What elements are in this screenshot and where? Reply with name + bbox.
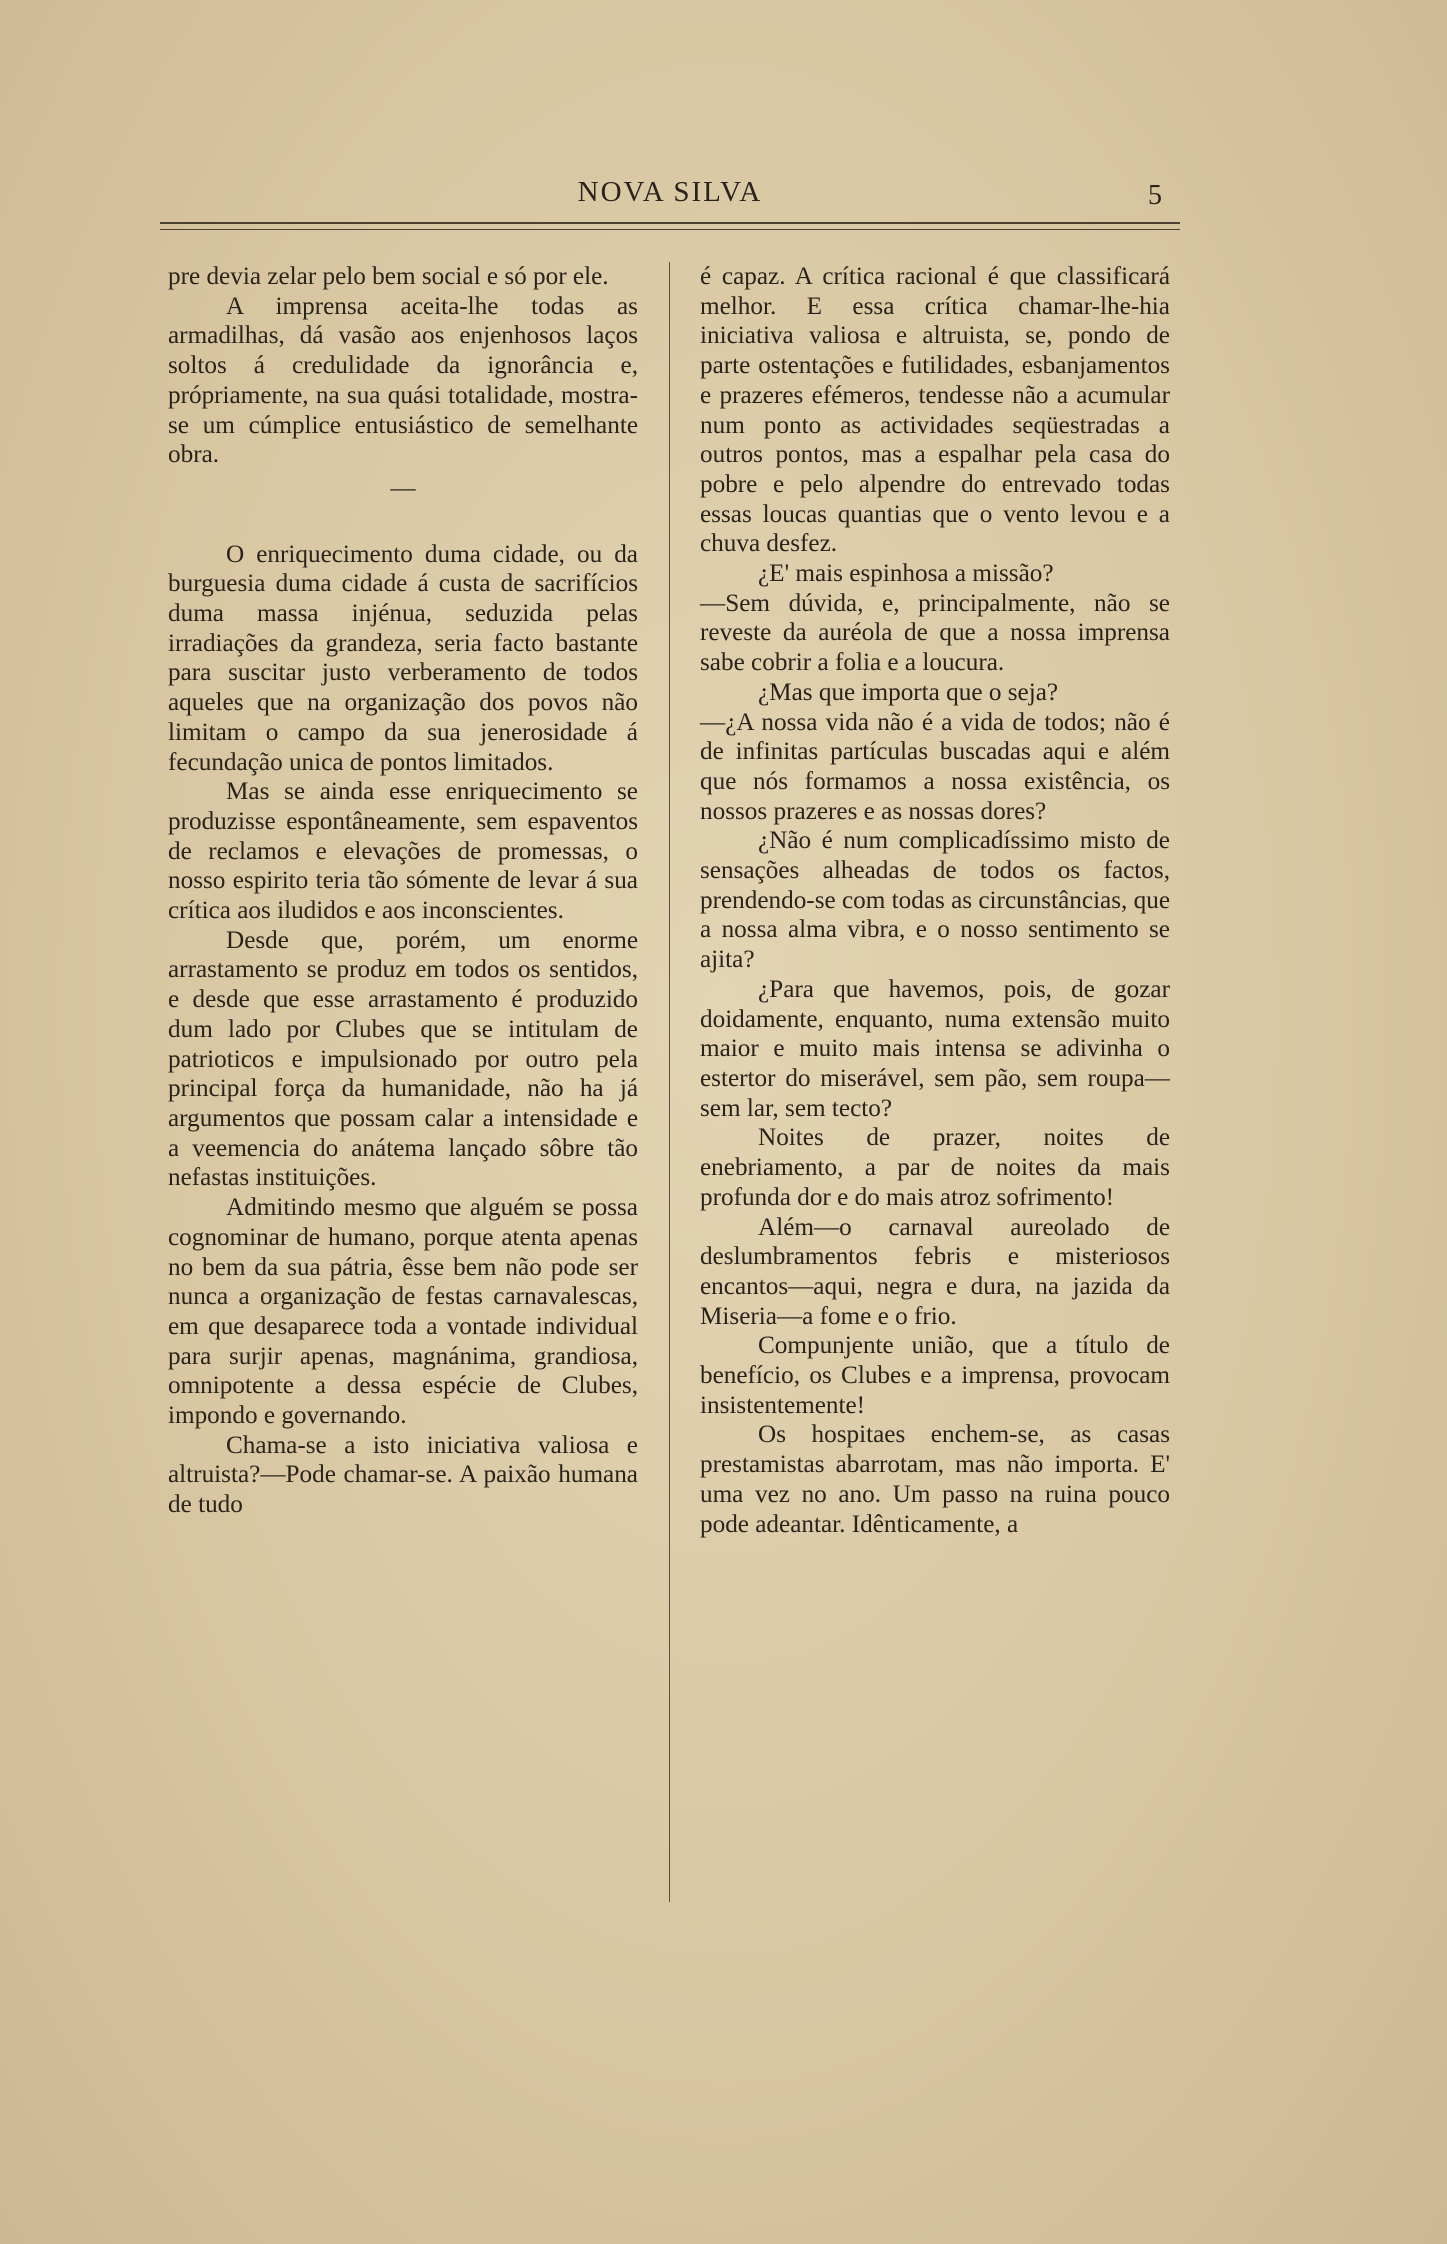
header-rule-thick (160, 222, 1180, 224)
paragraph: —¿A nossa vida não é a vida de todos; não é de infinitas partículas buscadas aqui e além que nós formamos a nossa existência, os nossos prazeres e as nossas dores? (700, 708, 1170, 825)
paragraph: ¿E' mais espinhosa a missão? (758, 560, 1054, 588)
paragraph: Desde que, porém, um enorme arrastamento se produz em todos os sentidos, e desde que esse arrastamento é produzido dum lado por Clubes que se intitulam de patrioticos e impulsionado por outro pela principal força da humanidade, não ha já argumentos que possam calar a intensidade e a veemencia do anátema lançado sôbre tão nefastas instituições. (168, 926, 638, 1192)
paragraph: Além—o carnaval aureolado de deslumbramentos febris e misteriosos encantos—aqui, negra e dura, na jazida da Miseria—a fome e o frio. (700, 1213, 1170, 1330)
left-column (168, 262, 638, 1520)
paragraph: ¿Mas que importa que o seja? (758, 678, 1059, 706)
header-rule-thin (160, 229, 1180, 230)
paragraph: pre devia zelar pelo bem social e só por ele. (168, 263, 609, 290)
column-divider (669, 262, 670, 1902)
running-title: NOVA SILVA (577, 176, 763, 208)
paragraph: ¿Para que havemos, pois, de gozar doidamente, enquanto, numa extensão muito maior e muito mais intensa se adivinha o estertor do miserável, sem pão, sem roupa—sem lar, sem tecto? (700, 975, 1170, 1122)
paragraph: Noites de prazer, noites de enebriamento, a par de noites da mais profunda dor e do mais atroz sofrimento! (700, 1124, 1170, 1211)
paragraph: Mas se ainda esse enriquecimento se produzisse espontâneamente, sem espaventos de reclamos e elevações de promessas, o nosso espirito teria tão sómente de levar á sua crítica aos iludidos e aos inconscientes. (168, 778, 638, 925)
section-separator: — (390, 474, 416, 502)
paragraph: Admitindo mesmo que alguém se possa cognominar de humano, porque atenta apenas no bem da sua pátria, êsse bem não pode ser nunca a organização de festas carnavalescas, em que desaparece toda a vontade individual para surjir apenas, magnánima, grandiosa, omnipotente a dessa espécie de Clubes, impondo e governando. (168, 1194, 638, 1430)
paragraph: Os hospitaes enchem-se, as casas prestamistas abarrotam, mas não importa. E' uma vez no ano. Um passo na ruina pouco pode adeantar. Idênticamente, a (700, 1421, 1170, 1538)
paragraph: O enriquecimento duma cidade, ou da burguesia duma cidade á custa de sacrifícios duma massa injénua, seduzida pelas irradiações da grandeza, seria facto bastante para suscitar justo verberamento de todos aqueles que na organização dos povos não limitam o campo da sua jenerosidade á fecundação unica de pontos limitados. (168, 540, 638, 776)
right-column (700, 262, 1170, 1539)
paragraph: é capaz. A crítica racional é que classificará melhor. E essa crítica chamar-lhe-hia iniciativa valiosa e altruista, se, pondo de parte ostentações e futilidades, esbanjamentos e prazeres efémeros, tendesse não a acumular num ponto as actividades seqüestradas a outros pontos, mas a espalhar pela casa do pobre e pelo alpendre do entrevado todas essas loucas quantias que o vento levou e a chuva desfez. (700, 263, 1170, 558)
page-number: 5 (1148, 180, 1162, 211)
paragraph: Compunjente união, que a título de benefício, os Clubes e a imprensa, provocam insistentemente! (700, 1332, 1170, 1419)
paragraph: —Sem dúvida, e, principalmente, não se reveste da auréola de que a nossa imprensa sabe cobrir a folia e a loucura. (700, 589, 1170, 677)
paragraph: ¿Não é num complicadíssimo misto de sensações alheadas de todos os factos, prendendo-se com todas as circunstâncias, que a nossa alma vibra, e o nosso sentimento se ajita? (700, 827, 1171, 974)
paragraph: A imprensa aceita-lhe todas as armadilhas, dá vasão aos enjenhosos laços soltos á credulidade da ignorância e, própriamente, na sua quási totalidade, mostra-se um cúmplice entusiástico de semelhante obra. (168, 292, 638, 469)
paragraph: Chama-se a isto iniciativa valiosa e altruista?—Pode chamar-se. A paixão humana de tudo (168, 1431, 638, 1519)
page-header (160, 176, 1180, 216)
